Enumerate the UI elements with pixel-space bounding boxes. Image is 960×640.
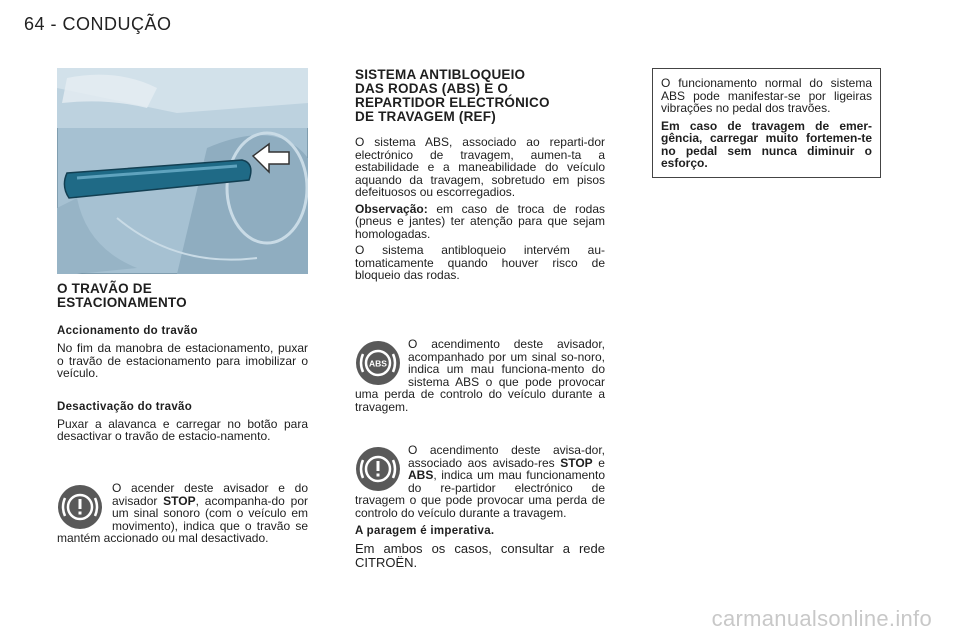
consult-network: Em ambos os casos, consultar a rede CITROËN. <box>355 541 605 570</box>
svg-text:ABS: ABS <box>369 358 387 369</box>
middle-column <box>355 68 605 282</box>
release-paragraph: Puxar a alavanca e carregar no botão para desactivar o travão de estacio-namento. <box>57 416 308 443</box>
emergency-braking-note: Em caso de travagem de emer-gência, carregar muito fortemen-te no pedal sem nunca diminuir o esforço. <box>661 118 872 170</box>
engage-paragraph: No fim da manobra de estacionamento, puxar o travão de estacionamento para imobilizar o veículo. <box>57 341 308 380</box>
page-header: 64 - CONDUÇÃO <box>24 14 172 34</box>
ref-warning-text: O acendimento deste avisa-dor, associado aos avisado-res STOP e ABS, indica um mau funcionamento do re-partidor electrónico de travagem o que pode provocar uma perda de controlo do veículo durante a travagem. <box>355 443 605 520</box>
antilock-paragraph: O sistema antibloqueio intervém au-tomaticamente quando houver risco de bloqueio das rodas. <box>355 243 605 282</box>
section-title: CONDUÇÃO <box>62 14 172 34</box>
ref-warning-block <box>355 444 605 570</box>
left-column <box>57 282 308 443</box>
engage-subtitle: Accionamento do travão <box>57 325 198 337</box>
stop-imperative: A paragem é imperativa. <box>355 525 495 537</box>
release-subtitle: Desactivação do travão <box>57 400 193 413</box>
abs-title: SISTEMA ANTIBLOQUEIO DAS RODAS (ABS) E O REPARTIDOR ELECTRÓNICO DE TRAVAGEM (REF) <box>355 67 550 124</box>
abs-note-box <box>652 68 881 178</box>
brake-warning-text: O acender deste avisador e do avisador STOP, acompanha-do por um sinal sonoro (com o veículo em movimento), indica que o travão se mantém accionado ou mal desactivado. <box>57 481 308 545</box>
page-number: 64 <box>24 14 46 34</box>
observation-paragraph: Observação: em caso de troca de rodas (pneus e jantes) ter atenção para que sejam homologadas. <box>355 201 605 241</box>
abs-vibration-note: O funcionamento normal do sistema ABS pode manifestar-se por ligeiras vibrações no pedal dos travões. <box>661 76 872 115</box>
watermark: carmanualsonline.info <box>711 606 932 631</box>
abs-warning-text: O acendimento deste avisador, acompanhado por um sinal so-noro, indica um mau funciona-mento do sistema ABS o que pode provocar uma perda de controlo do veículo durante a travagem. <box>355 337 605 414</box>
parking-brake-title: O TRAVÃO DE ESTACIONAMENTO <box>57 281 187 310</box>
abs-intro-paragraph: O sistema ABS, associado ao reparti-dor electrónico de travagem, aumen-ta a estabilidade e a maneabilidade do veículo aquando da travagem, sobretudo em pisos defeituosos ou escorregadios. <box>355 135 605 199</box>
parking-brake-illustration <box>57 68 308 274</box>
